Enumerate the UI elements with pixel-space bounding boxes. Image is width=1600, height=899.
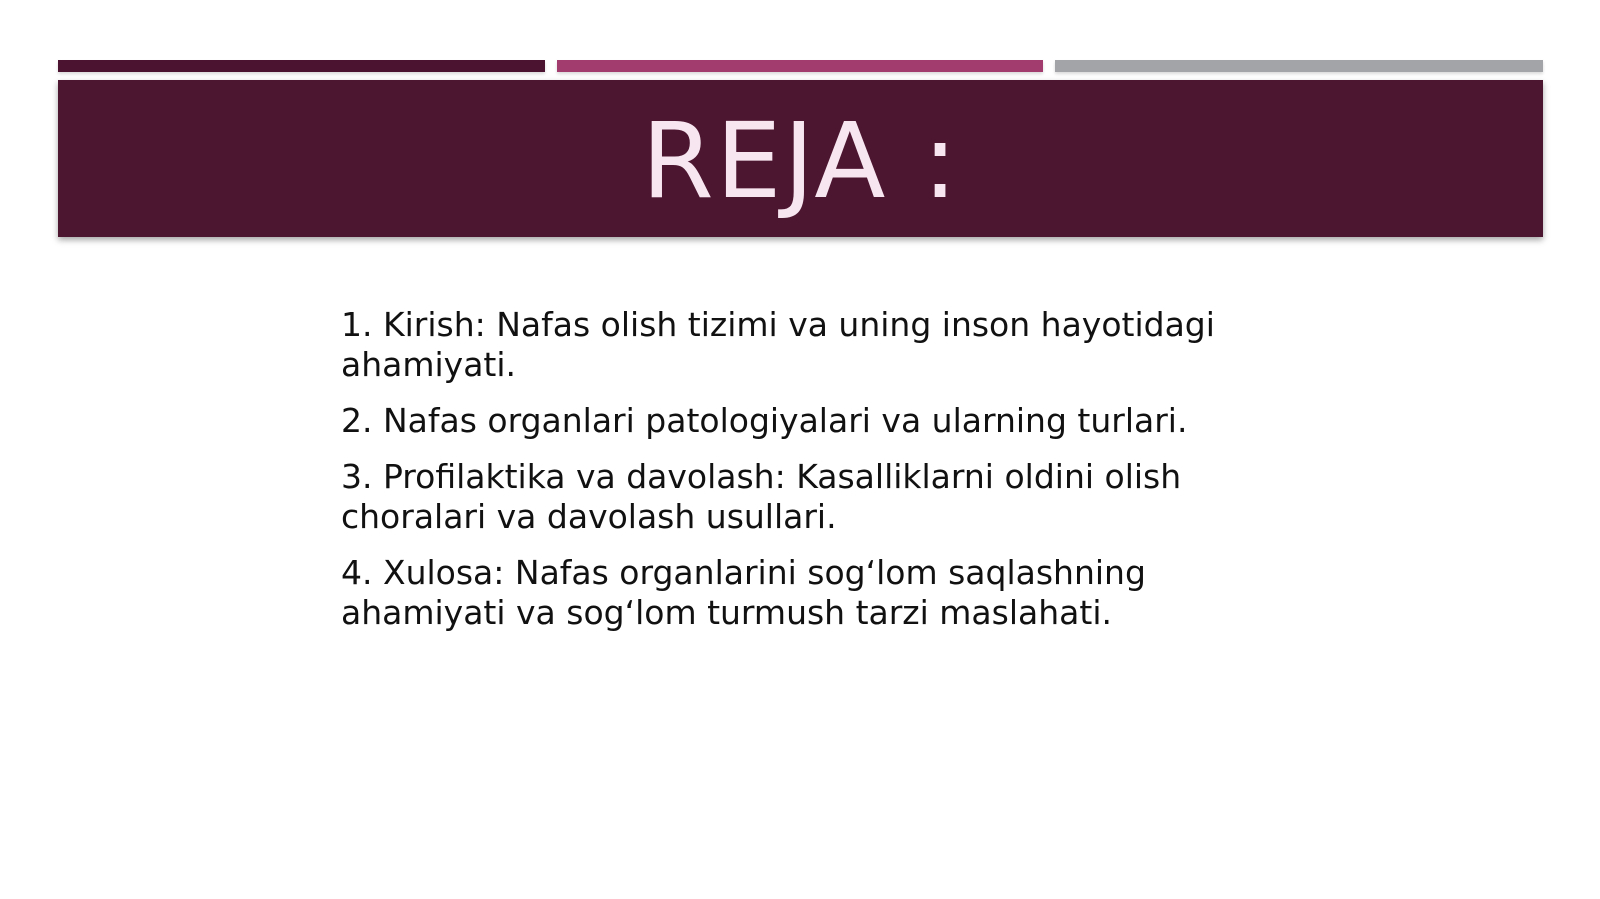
plan-item-1: 1. Kirish: Nafas olish tizimi va uning inson hayotidagi ahamiyati. — [341, 305, 1215, 384]
plan-item-4: 4. Xulosa: Nafas organlarini sog‘lom saqlashning ahamiyati va sog‘lom turmush tarzi maslahati. — [341, 553, 1146, 632]
slide-title: REJA : — [641, 99, 960, 222]
plan-list — [341, 305, 1261, 649]
plan-item-2: 2. Nafas organlari patologiyalari va ularning turlari. — [341, 401, 1188, 440]
accent-bar-middle — [557, 60, 1043, 72]
accent-bar-right — [1055, 60, 1543, 72]
title-band — [58, 80, 1543, 237]
accent-bar-left — [58, 60, 545, 72]
plan-item-3: 3. Profilaktika va davolash: Kasalliklarni oldini olish choralari va davolash usullari. — [341, 457, 1182, 536]
